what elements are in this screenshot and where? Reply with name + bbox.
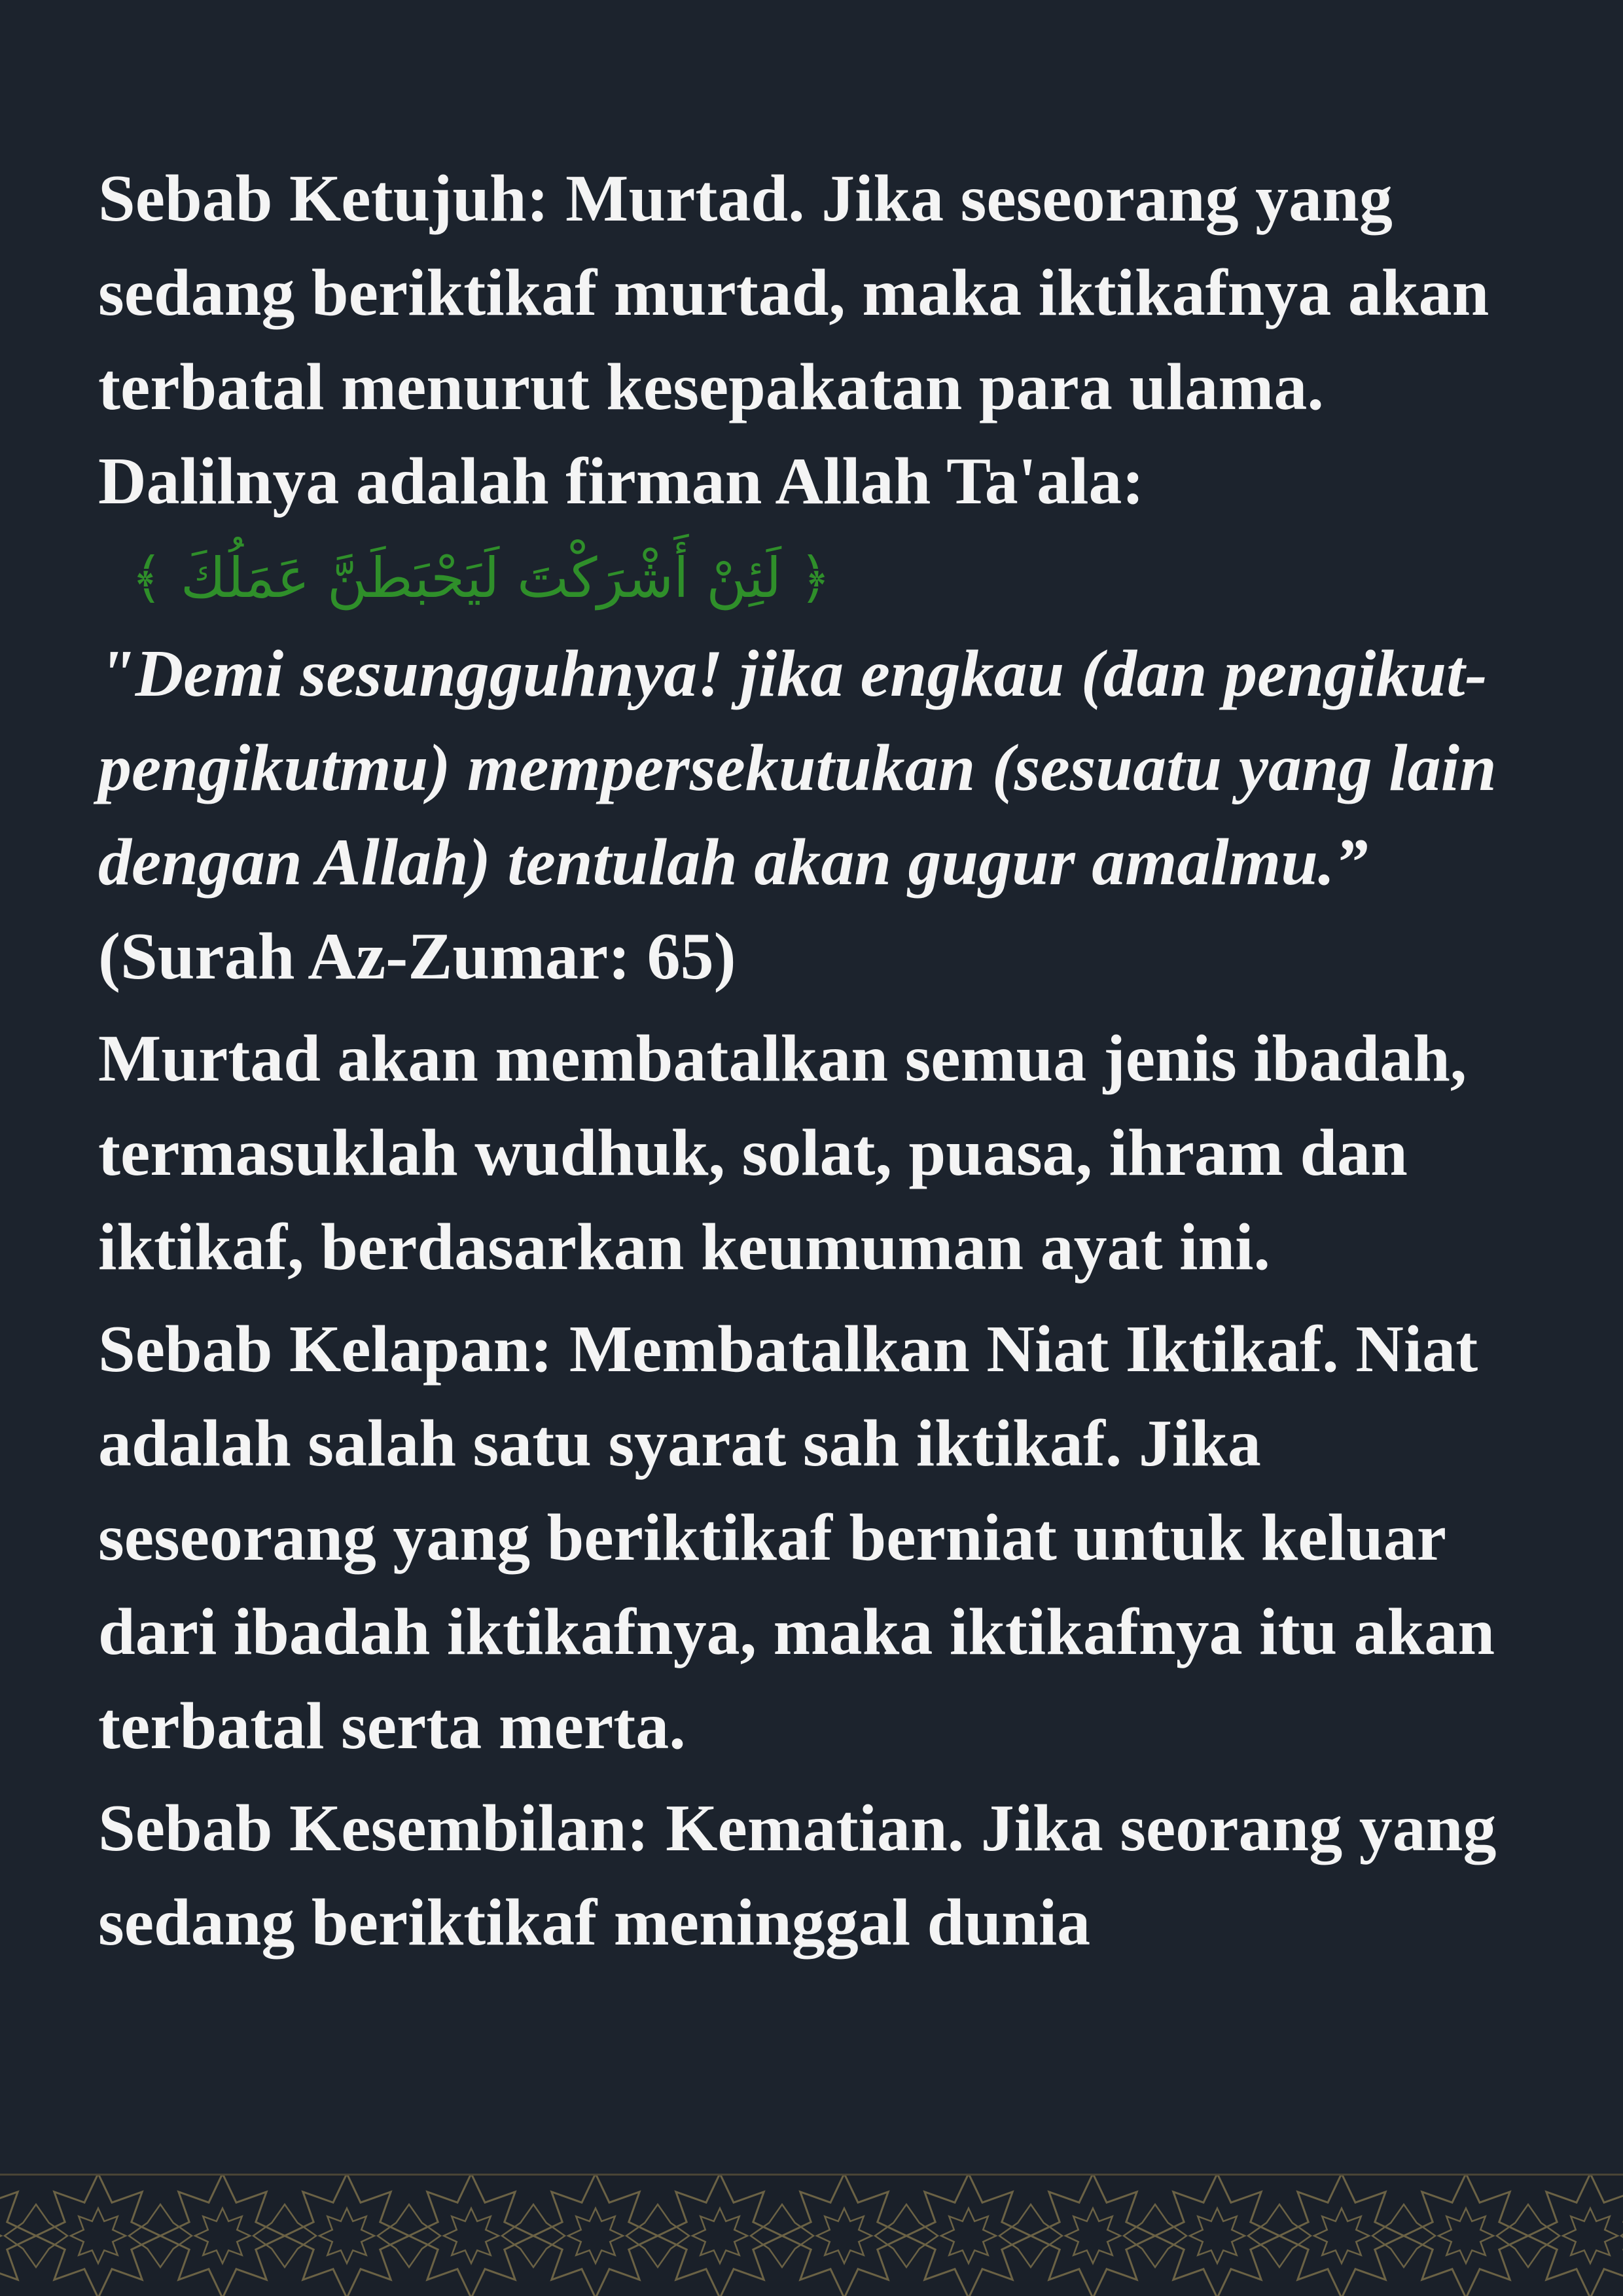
translation-quote: "Demi sesungguhnya! jika engkau (dan pengikut-pengikutmu) mempersekutukan (sesuatu yang lain dengan Allah) tentulah akan gugur amalmu.” [98,637,1497,899]
paragraph-apostasy-effect: Murtad akan membatalkan semua jenis ibadah, termasuklah wudhuk, solat, puasa, ihram dan iktikaf, berdasarkan keumuman ayat ini. [98,1022,1467,1284]
pattern-star-inner [1065,2208,1120,2263]
pattern-star [36,2176,160,2296]
quran-verse-arabic: ﴿ لَئِنْ أَشْرَكْتَ لَيَحْبَطَنَّ عَمَلُكَ ﴾ [131,546,832,610]
pattern-star-inner [319,2208,374,2263]
pattern-star-inner [195,2208,250,2263]
pattern-star [533,2176,658,2296]
translation-reference: (Surah Az-Zumar: 65) [98,920,736,994]
pattern-star-inner [692,2208,747,2263]
pattern-star-inner [568,2208,623,2263]
pattern-star-inner [1563,2208,1618,2263]
pattern-star-inner [444,2208,499,2263]
pattern-star-inner [1190,2208,1245,2263]
pattern-star [658,2176,782,2296]
pattern-star [906,2176,1031,2296]
paragraph-reason-seven: Sebab Ketujuh: Murtad. Jika seseorang yang sedang beriktikaf murtad, maka iktikafnya akan terbatal menurut kesepakatan para ulama. Dalilnya adalah firman Allah Ta'ala: [98,162,1489,518]
pattern-star [1279,2176,1404,2296]
pattern-star-inner [71,2208,126,2263]
pattern-star-inner [1438,2208,1493,2263]
pattern-star [782,2176,906,2296]
pattern-star-inner [1314,2208,1369,2263]
pattern-star [1031,2176,1155,2296]
pattern-star [1155,2176,1279,2296]
pattern-star [160,2176,285,2296]
pattern-star [285,2176,409,2296]
verse-translation [98,627,1531,1004]
pattern-star [1528,2176,1623,2296]
pattern-star-inner [941,2208,996,2263]
ornamental-border [0,2174,1623,2296]
paragraph-reason-eight: Sebab Kelapan: Membatalkan Niat Iktikaf. Niat adalah salah satu syarat sah iktikaf. Jika seseorang yang beriktikaf berniat untuk keluar dari ibadah iktikafnya, maka iktikafnya itu akan terbatal serta merta. [98,1312,1495,1763]
pattern-star [1404,2176,1528,2296]
pattern-star-inner [0,2208,1,2263]
geometric-star-pattern-icon [0,2176,1623,2296]
spacer [98,1004,1531,1012]
paragraph-reason-nine: Sebab Kesembilan: Kematian. Jika seorang yang sedang beriktikaf meninggal dunia [98,1791,1497,1960]
pattern-star-inner [817,2208,872,2263]
pattern-star [409,2176,533,2296]
document-body [98,152,1531,1970]
